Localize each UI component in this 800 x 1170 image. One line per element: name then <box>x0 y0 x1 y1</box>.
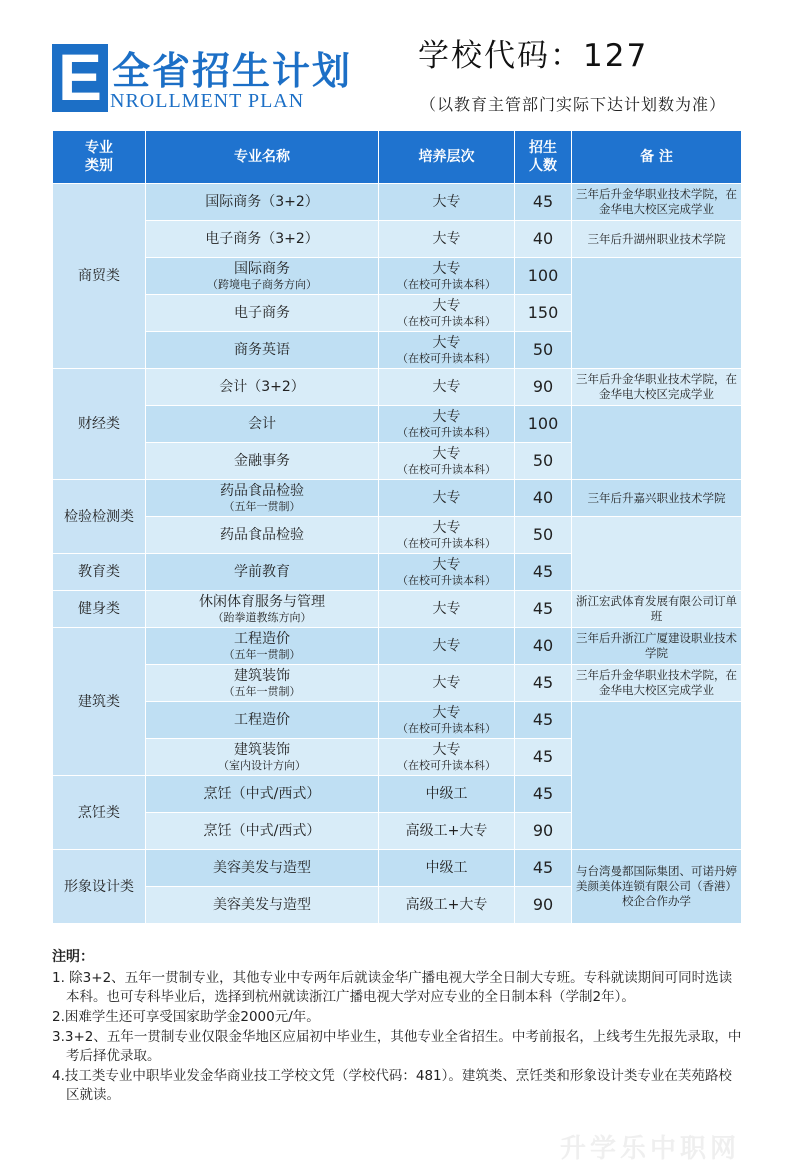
major-sub: （室内设计方向） <box>218 758 306 772</box>
level-sub: （在校可升读本科） <box>397 425 496 439</box>
level-name: 大专 <box>432 556 461 573</box>
major-name: 药品食品检验 <box>220 526 304 543</box>
quota-cell <box>515 591 572 628</box>
quota-cell <box>515 332 572 369</box>
level-name: 大专 <box>432 193 461 210</box>
level-cell <box>379 628 515 665</box>
major-name: 建筑装饰 <box>234 741 290 758</box>
header-level: 培养层次 <box>379 131 515 184</box>
major-name: 工程造价 <box>234 630 290 647</box>
level-cell <box>379 665 515 702</box>
remark-cell: 三年后升金华职业技术学院，在金华电大校区完成学业 <box>572 665 742 702</box>
level-sub: （在校可升读本科） <box>397 351 496 365</box>
remark-cell: 三年后升嘉兴职业技术学院 <box>572 480 742 517</box>
note-item-2: 2.困难学生还可享受国家助学金2000元/年。 <box>52 1009 320 1025</box>
quota-cell <box>515 702 572 739</box>
major-name: 金融事务 <box>234 452 290 469</box>
major-cell <box>146 850 379 887</box>
quota-cell <box>515 554 572 591</box>
level-name: 大专 <box>432 704 461 721</box>
quota-value: 90 <box>532 820 554 840</box>
category-cell: 检验检测类 <box>53 480 146 554</box>
plan-note: （以教育主管部门实际下达计划数为准） <box>420 95 727 114</box>
level-sub: （在校可升读本科） <box>397 758 496 772</box>
major-name: 烹饪（中式/西式） <box>203 822 321 839</box>
quota-value: 45 <box>532 191 554 211</box>
quota-cell <box>515 480 572 517</box>
level-cell <box>379 258 515 295</box>
quota-cell <box>515 184 572 221</box>
major-cell <box>146 739 379 776</box>
remark-cell: 三年后升金华职业技术学院，在金华电大校区完成学业 <box>572 369 742 406</box>
remark-cell <box>572 258 742 369</box>
quota-cell <box>515 443 572 480</box>
quota-cell <box>515 776 572 813</box>
header-quota: 招生 人数 <box>515 131 572 184</box>
table-row <box>53 258 742 295</box>
major-name: 休闲体育服务与管理 <box>199 593 325 610</box>
level-name: 高级工+大专 <box>405 896 488 913</box>
level-name: 中级工 <box>425 859 468 876</box>
level-cell <box>379 221 515 258</box>
quota-value: 45 <box>532 672 554 692</box>
table-row <box>53 665 742 702</box>
level-name: 大专 <box>432 489 461 506</box>
quota-value: 40 <box>532 487 554 507</box>
quota-value: 45 <box>532 561 554 581</box>
table-row <box>53 591 742 628</box>
level-name: 大专 <box>432 378 461 395</box>
quota-cell <box>515 517 572 554</box>
major-name: 工程造价 <box>234 711 290 728</box>
quota-cell <box>515 221 572 258</box>
quota-cell <box>515 665 572 702</box>
logo-e-letter: E <box>57 40 103 114</box>
quota-value: 40 <box>532 635 554 655</box>
level-cell <box>379 776 515 813</box>
enrollment-table <box>52 130 742 924</box>
table-row <box>53 517 742 554</box>
table-row <box>53 406 742 443</box>
level-name: 大专 <box>432 408 461 425</box>
school-code: 学校代码：127 <box>418 38 649 74</box>
level-cell <box>379 443 515 480</box>
quota-cell <box>515 258 572 295</box>
notes-title: 注明： <box>52 949 94 965</box>
table-row <box>53 702 742 739</box>
level-sub: （在校可升读本科） <box>397 536 496 550</box>
header-major: 专业名称 <box>146 131 379 184</box>
level-cell <box>379 554 515 591</box>
level-name: 大专 <box>432 637 461 654</box>
major-name: 建筑装饰 <box>234 667 290 684</box>
major-sub: （五年一贯制） <box>223 499 301 513</box>
level-name: 高级工+大专 <box>405 822 488 839</box>
major-name: 烹饪（中式/西式） <box>203 785 321 802</box>
level-cell <box>379 591 515 628</box>
table-header-row <box>53 131 742 184</box>
level-sub: （在校可升读本科） <box>397 314 496 328</box>
watermark: 升学乐中职网 <box>560 1134 741 1164</box>
major-cell <box>146 554 379 591</box>
quota-value: 45 <box>532 857 554 877</box>
quota-cell <box>515 813 572 850</box>
major-cell <box>146 628 379 665</box>
remark-cell: 三年后升湖州职业技术学院 <box>572 221 742 258</box>
level-cell <box>379 887 515 924</box>
category-cell: 教育类 <box>53 554 146 591</box>
category-cell: 商贸类 <box>53 184 146 369</box>
level-cell <box>379 702 515 739</box>
remark-cell: 浙江宏武体育发展有限公司订单班 <box>572 591 742 628</box>
major-cell <box>146 665 379 702</box>
major-sub: （跆拳道教练方向） <box>212 610 312 624</box>
page-subtitle-en: NROLLMENT PLAN <box>110 90 305 112</box>
level-name: 大专 <box>432 519 461 536</box>
notes-section <box>52 948 742 1106</box>
quota-value: 50 <box>532 524 554 544</box>
level-cell <box>379 332 515 369</box>
level-cell <box>379 295 515 332</box>
level-name: 大专 <box>432 297 461 314</box>
quota-value: 50 <box>532 450 554 470</box>
major-sub: （跨境电子商务方向） <box>207 277 317 291</box>
major-cell <box>146 776 379 813</box>
remark-cell: 三年后升浙江广厦建设职业技术学院 <box>572 628 742 665</box>
quota-cell <box>515 406 572 443</box>
table-row <box>53 628 742 665</box>
category-cell: 健身类 <box>53 591 146 628</box>
category-cell: 建筑类 <box>53 628 146 776</box>
level-sub: （在校可升读本科） <box>397 277 496 291</box>
quota-cell <box>515 887 572 924</box>
major-cell <box>146 591 379 628</box>
table-row <box>53 221 742 258</box>
quota-value: 90 <box>532 376 554 396</box>
major-name: 美容美发与造型 <box>213 896 311 913</box>
quota-value: 100 <box>527 265 559 285</box>
major-name: 学前教育 <box>234 563 290 580</box>
major-cell <box>146 480 379 517</box>
level-cell <box>379 406 515 443</box>
table-row <box>53 369 742 406</box>
quota-value: 50 <box>532 339 554 359</box>
major-cell <box>146 517 379 554</box>
table-body <box>53 184 742 924</box>
major-name: 国际商务 <box>234 260 290 277</box>
level-cell <box>379 369 515 406</box>
quota-value: 150 <box>527 302 559 322</box>
quota-value: 100 <box>527 413 559 433</box>
major-cell <box>146 702 379 739</box>
major-cell <box>146 887 379 924</box>
level-name: 大专 <box>432 334 461 351</box>
major-name: 商务英语 <box>234 341 290 358</box>
quota-value: 45 <box>532 783 554 803</box>
level-cell <box>379 813 515 850</box>
level-cell <box>379 739 515 776</box>
quota-cell <box>515 739 572 776</box>
remark-cell <box>572 702 742 850</box>
level-sub: （在校可升读本科） <box>397 721 496 735</box>
major-cell <box>146 406 379 443</box>
major-cell <box>146 258 379 295</box>
major-cell <box>146 295 379 332</box>
quota-value: 45 <box>532 709 554 729</box>
major-name: 电子商务（3+2） <box>205 230 319 247</box>
quota-cell <box>515 369 572 406</box>
quota-cell <box>515 295 572 332</box>
note-item-4: 4.技工类专业中职毕业发金华商业技工学校文凭（学校代码：481）。建筑类、烹饪类和形象设计类专业在芙苑路校区就读。 <box>52 1068 732 1103</box>
category-cell: 财经类 <box>53 369 146 480</box>
level-name: 大专 <box>432 741 461 758</box>
page-header <box>0 0 800 128</box>
level-cell <box>379 517 515 554</box>
major-cell <box>146 443 379 480</box>
level-cell <box>379 480 515 517</box>
quota-cell <box>515 850 572 887</box>
note-item-3: 3.3+2、五年一贯制专业仅限金华地区应届初中毕业生，其他专业全省招生。中考前报名，上线考生先报先录取，中考后择优录取。 <box>52 1029 742 1064</box>
level-cell <box>379 184 515 221</box>
quota-value: 45 <box>532 746 554 766</box>
level-cell <box>379 850 515 887</box>
remark-cell <box>572 406 742 480</box>
major-sub: （五年一贯制） <box>223 684 301 698</box>
header-remark: 备 注 <box>572 131 742 184</box>
note-item-1: 1. 除3+2、五年一贯制专业，其他专业中专两年后就读金华广播电视大学全日制大专班。专科就读期间可同时选读本科。也可专科毕业后，选择到杭州就读浙江广播电视大学对应专业的全日制本科（学制2年）。 <box>52 970 733 1005</box>
level-name: 中级工 <box>425 785 468 802</box>
level-name: 大专 <box>432 260 461 277</box>
remark-cell <box>572 517 742 591</box>
major-name: 药品食品检验 <box>220 482 304 499</box>
level-sub: （在校可升读本科） <box>397 573 496 587</box>
category-cell: 烹饪类 <box>53 776 146 850</box>
level-name: 大专 <box>432 230 461 247</box>
remark-cell: 与台湾曼都国际集团、可诺丹婷美颜美体连锁有限公司（香港）校企合作办学 <box>572 850 742 924</box>
table-row <box>53 184 742 221</box>
level-sub: （在校可升读本科） <box>397 462 496 476</box>
level-name: 大专 <box>432 674 461 691</box>
major-name: 美容美发与造型 <box>213 859 311 876</box>
page-title: 全省招生计划 <box>112 49 353 93</box>
quota-value: 90 <box>532 894 554 914</box>
category-cell: 形象设计类 <box>53 850 146 924</box>
major-cell <box>146 221 379 258</box>
major-cell <box>146 369 379 406</box>
major-cell <box>146 332 379 369</box>
quota-cell <box>515 628 572 665</box>
level-name: 大专 <box>432 445 461 462</box>
major-name: 会计（3+2） <box>219 378 305 395</box>
table-row <box>53 480 742 517</box>
header-category: 专业 类别 <box>53 131 146 184</box>
major-name: 国际商务（3+2） <box>205 193 319 210</box>
quota-value: 40 <box>532 228 554 248</box>
remark-cell: 三年后升金华职业技术学院，在金华电大校区完成学业 <box>572 184 742 221</box>
major-sub: （五年一贯制） <box>223 647 301 661</box>
quota-value: 45 <box>532 598 554 618</box>
table-row <box>53 850 742 887</box>
major-cell <box>146 184 379 221</box>
major-name: 电子商务 <box>234 304 290 321</box>
major-cell <box>146 813 379 850</box>
major-name: 会计 <box>248 415 276 432</box>
level-name: 大专 <box>432 600 461 617</box>
